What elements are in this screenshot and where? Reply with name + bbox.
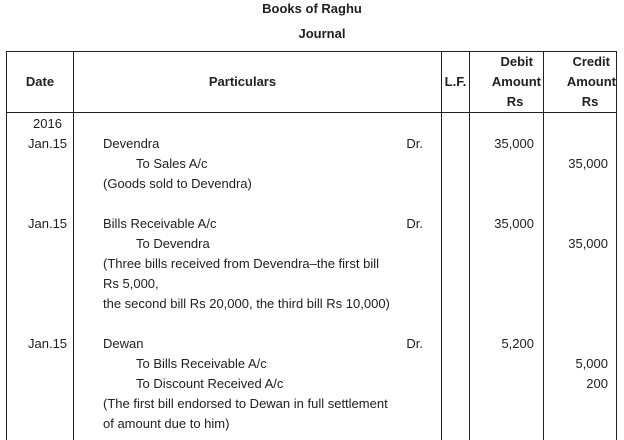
col-border-particulars [441, 51, 442, 440]
header-date: Date [25, 74, 55, 89]
header-debit-3: Rs [506, 94, 524, 109]
narration-line: (Goods sold to Devendra) [103, 176, 252, 191]
col-border-left [6, 51, 7, 440]
debit-account: Dewan [103, 336, 144, 351]
debit-account: Bills Receivable A/c [103, 216, 217, 231]
debit-amount: 35,000 [494, 216, 534, 231]
debit-amount: 35,000 [494, 136, 534, 151]
dr-marker: Dr. [406, 136, 423, 151]
dr-marker: Dr. [406, 216, 423, 231]
header-credit-3: Rs [581, 94, 599, 109]
header-credit-2: Amount [566, 74, 616, 89]
book-title: Books of Raghu [262, 1, 362, 16]
narration-line: (The first bill endorsed to Dewan in full settlement [103, 396, 388, 411]
header-bottom-border [6, 112, 617, 113]
credit-amount: 5,000 [575, 356, 608, 371]
header-debit-2: Amount [491, 74, 541, 89]
credit-account: To Devendra [136, 236, 210, 251]
debit-amount: 5,200 [501, 336, 534, 351]
credit-amount: 35,000 [568, 156, 608, 171]
credit-account: To Bills Receivable A/c [136, 356, 267, 371]
col-border-date [73, 51, 74, 440]
narration-line: Rs 5,000, [103, 276, 159, 291]
entry-date: Jan.15 [28, 216, 68, 231]
narration-line: the second bill Rs 20,000, the third bill Rs 10,000) [103, 296, 390, 311]
dr-marker: Dr. [406, 336, 423, 351]
entry-date: Jan.15 [28, 336, 68, 351]
credit-account: To Sales A/c [136, 156, 208, 171]
credit-account: To Discount Received A/c [136, 376, 284, 391]
header-credit-1: Credit [572, 54, 610, 69]
entry-year: 2016 [33, 116, 62, 131]
narration-line: (Three bills received from Devendra–the first bill [103, 256, 379, 271]
header-particulars: Particulars [208, 74, 277, 89]
credit-amount: 35,000 [568, 236, 608, 251]
narration-line: of amount due to him) [103, 416, 230, 431]
debit-account: Devendra [103, 136, 160, 151]
entry-date: Jan.15 [28, 136, 68, 151]
table-top-border [6, 51, 617, 52]
credit-amount: 200 [586, 376, 608, 391]
journal-title: Journal [298, 26, 346, 41]
header-debit-1: Debit [500, 54, 533, 69]
header-lf: L.F. [444, 74, 467, 89]
